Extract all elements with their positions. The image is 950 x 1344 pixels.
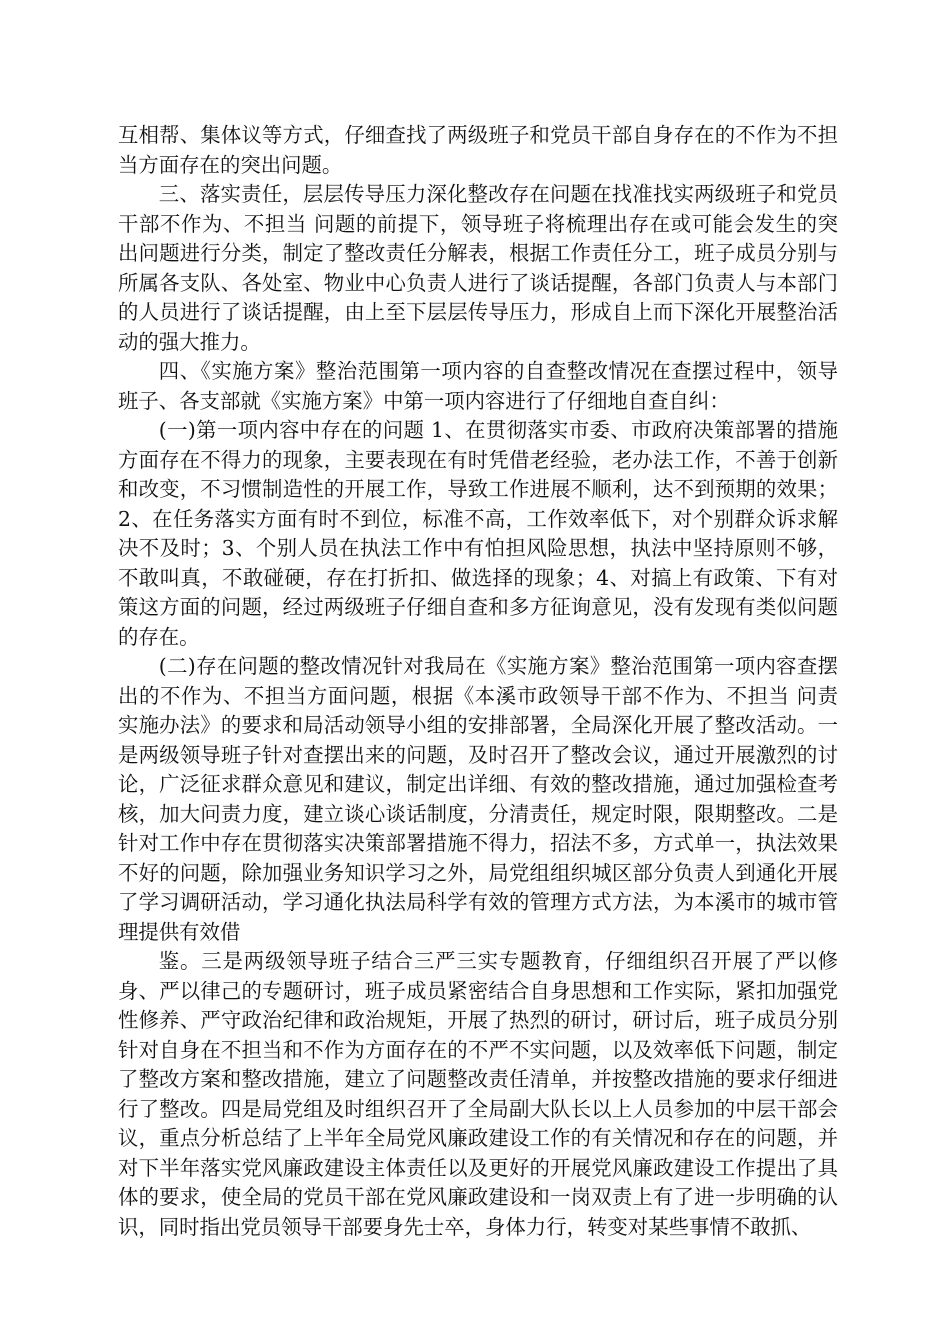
paragraph-p1: 互相帮、集体议等方式，仔细查找了两级班子和党员干部自身存在的不作为不担当方面存在的突出问题。: [118, 123, 838, 177]
paragraph-p5: (二)存在问题的整改情况针对我局在《实施方案》整治范围第一项内容查摆出的不作为、不担当方面问题，根据《本溪市政领导干部不作为、不担当 问责实施办法》的要求和局活动领导小组的安排部署，全局深化开展了整改活动。一是两级领导班子针对查摆出来的问题，及时召开了整改会议，通过开展激烈的讨论，广泛征求群众意见和建议，制定出详细、有效的整改措施，通过加强检查考核，加大问责力度，建立谈心谈话制度，分清责任，规定时限，限期整改。二是针对工作中存在贯彻落实决策部署措施不得力，招法不多，方式单一，执法效果不好的问题，除加强业务知识学习之外，局党组组织城区部分负责人到通化开展了学习调研活动，学习通化执法局科学有效的管理方式方法，为本溪市的城市管理提供有效借: [118, 654, 838, 944]
document-body: [118, 121, 838, 1242]
paragraph-p2: 三、落实责任，层层传导压力深化整改存在问题在找准找实两级班子和党员干部不作为、不担当 问题的前提下，领导班子将梳理出存在或可能会发生的突出问题进行分类，制定了整改责任分解表，根据工作责任分工，班子成员分别与所属各支队、各处室、物业中心负责人进行了谈话提醒，各部门负责人与本部门的人员进行了谈话提醒，由上至下层层传导压力，形成自上而下深化开展整治活动的强大推力。: [118, 182, 838, 354]
paragraph-p4: (一)第一项内容中存在的问题 1、在贯彻落实市委、市政府决策部署的措施方面存在不得力的现象，主要表现在有时凭借老经验，老办法工作，不善于创新和改变，不习惯制造性的开展工作，导致工作进展不顺利，达不到预期的效果；2、在任务落实方面有时不到位，标准不高，工作效率低下，对个别群众诉求解决不及时；3、个别人员在执法工作中有怕担风险思想，执法中坚持原则不够，不敢叫真，不敢碰硬，存在打折扣、做选择的现象；4、对搞上有政策、下有对策这方面的问题，经过两级班子仔细自查和多方征询意见，没有发现有类似问题的存在。: [118, 418, 838, 649]
paragraph-p6: 鉴。三是两级领导班子结合三严三实专题教育，仔细组织召开展了严以修身、严以律己的专题研讨，班子成员紧密结合自身思想和工作实际，紧扣加强党性修养、严守政治纪律和政治规矩，开展了热烈的研讨，研讨后，班子成员分别针对自身在不担当和不作为方面存在的不严不实问题，以及效率低下问题，制定了整改方案和整改措施，建立了问题整改责任清单，并按整改措施的要求仔细进行了整改。四是局党组及时组织召开了全局副大队长以上人员参加的中层干部会议，重点分析总结了上半年全局党风廉政建设工作的有关情况和存在的问题，并对下半年落实党风廉政建设主体责任以及更好的开展党风廉政建设工作提出了具体的要求，使全局的党员干部在党风廉政建设和一岗双责上有了进一步明确的认识，同时指出党员领导干部要身先士卒，身体力行，转变对某些事情不敢抓、: [118, 949, 838, 1239]
paragraph-p3: 四、《实施方案》整治范围第一项内容的自查整改情况在查摆过程中，领导班子、各支部就《实施方案》中第一项内容进行了仔细地自查自纠：: [118, 359, 838, 413]
